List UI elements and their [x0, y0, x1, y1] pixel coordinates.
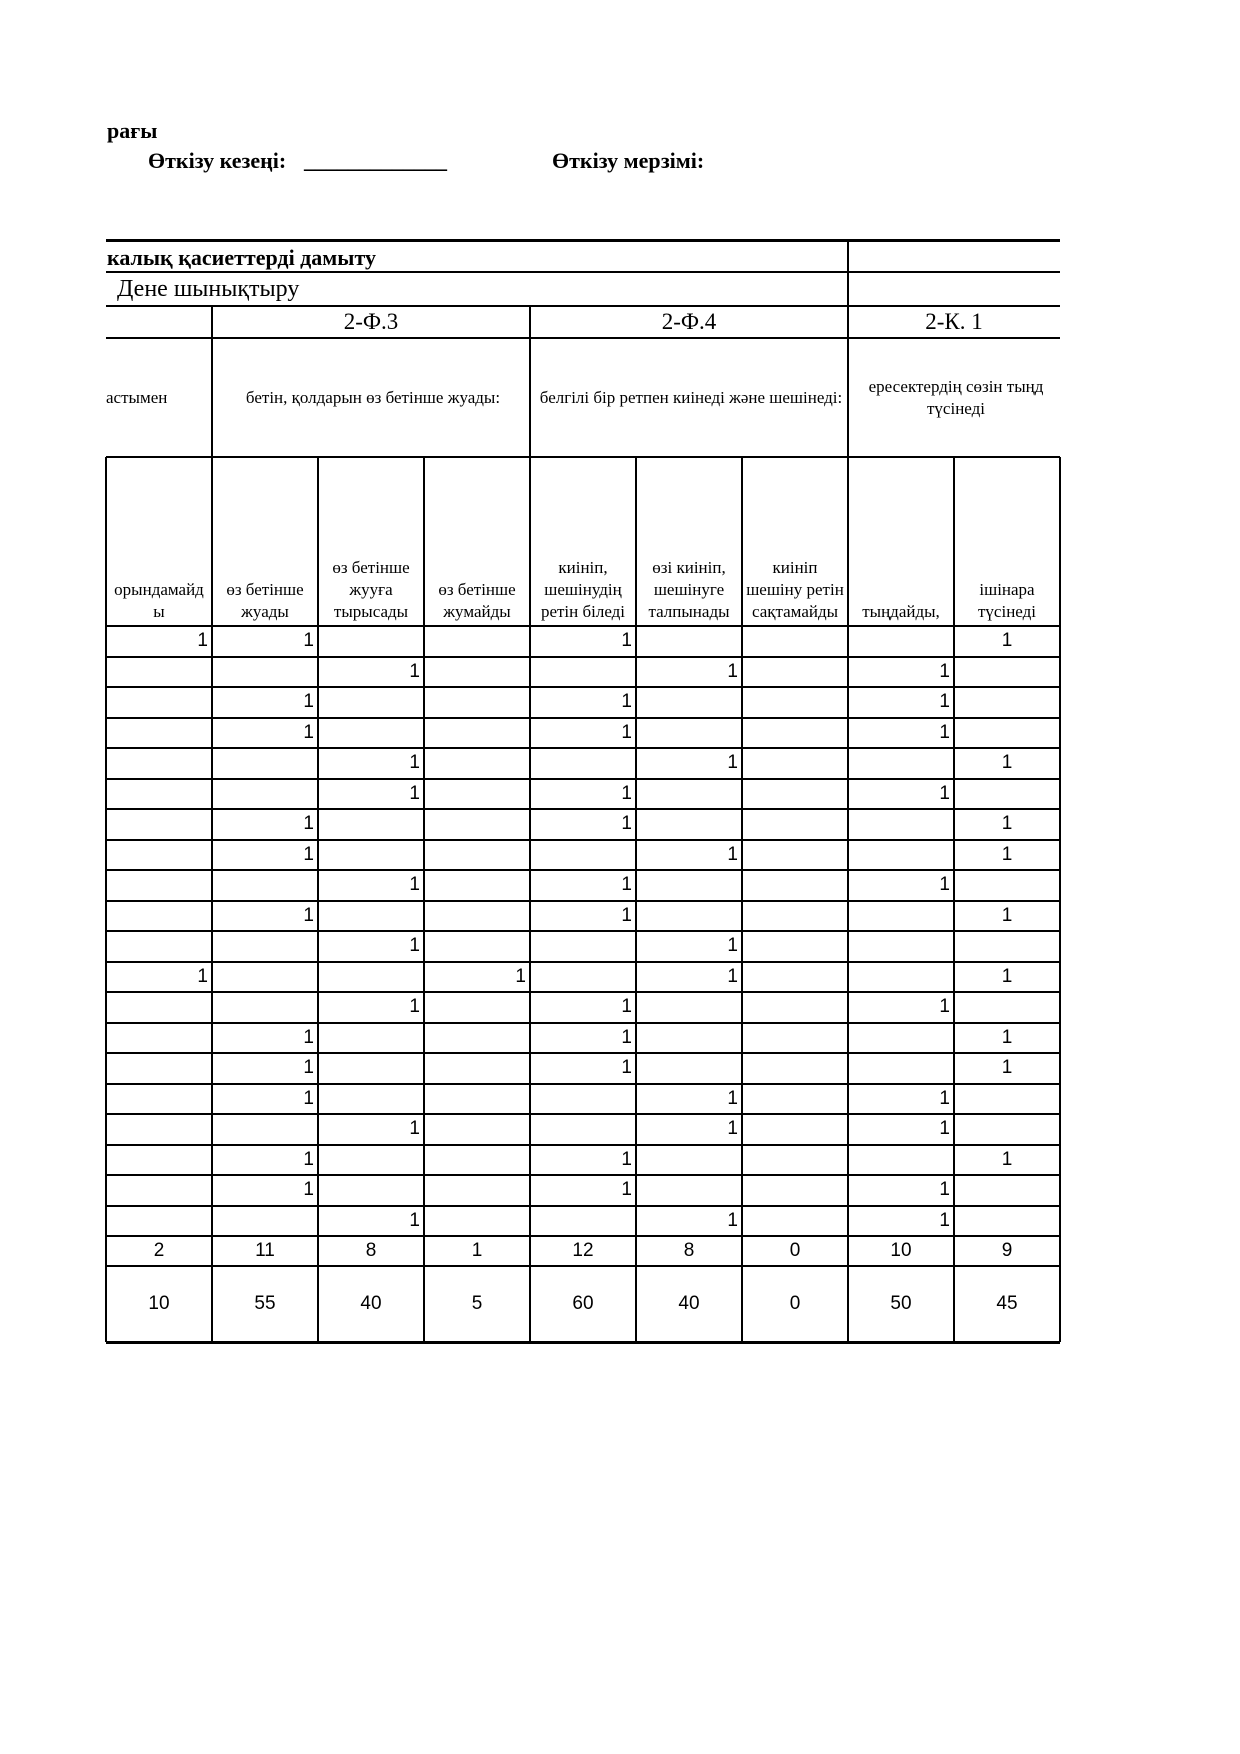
table-cell — [424, 779, 530, 810]
table-cell — [424, 1175, 530, 1206]
table-cell — [742, 748, 848, 779]
table-cell — [106, 1114, 212, 1145]
table-cell — [106, 748, 212, 779]
table-cell — [742, 1206, 848, 1237]
table-cell: 1 — [409, 935, 420, 957]
table-cell — [636, 1175, 742, 1206]
table-cell: 1 — [939, 874, 950, 896]
table-cell — [742, 931, 848, 962]
table-cell — [318, 1023, 424, 1054]
table-cell: 1 — [621, 721, 632, 743]
table-cell — [106, 1175, 212, 1206]
table-cell — [954, 657, 1060, 688]
table-cell: 1 — [939, 1179, 950, 1201]
total-cell: 9 — [1001, 1240, 1013, 1261]
percent-cell: 50 — [890, 1293, 912, 1314]
total-cell: 8 — [365, 1240, 377, 1261]
table-cell — [212, 962, 318, 993]
table-cell — [106, 870, 212, 901]
table-cell — [636, 687, 742, 718]
table-cell: 1 — [727, 965, 738, 987]
table-cell — [424, 687, 530, 718]
partial-description: астымен — [106, 387, 168, 407]
percent-cell: 5 — [471, 1293, 483, 1314]
table-cell — [742, 901, 848, 932]
column-header: киініп шешіну ретін сақтамайды — [746, 558, 844, 621]
table-cell — [212, 657, 318, 688]
table-cell — [212, 931, 318, 962]
total-cell: 11 — [255, 1240, 275, 1261]
table-cell — [954, 992, 1060, 1023]
table-cell — [106, 1206, 212, 1237]
percent-cell: 40 — [360, 1293, 382, 1314]
column-header: өз бетінше жууға тырысады — [332, 558, 410, 621]
table-cell — [318, 1053, 424, 1084]
group-description: ересектердің сөзін тыңд түсінеді — [868, 376, 1044, 418]
table-cell — [636, 626, 742, 657]
table-cell — [742, 1053, 848, 1084]
table-cell — [318, 1145, 424, 1176]
section-title: калық қасиеттерді дамыту — [107, 245, 376, 270]
table-cell — [742, 1145, 848, 1176]
percent-cell: 40 — [678, 1293, 700, 1314]
table-cell: 1 — [621, 874, 632, 896]
table-cell — [848, 1145, 954, 1176]
table-cell — [742, 718, 848, 749]
table-cell — [106, 779, 212, 810]
table-cell: 1 — [939, 1087, 950, 1109]
table-cell: 1 — [727, 1087, 738, 1109]
table-cell: 1 — [621, 782, 632, 804]
table-cell — [424, 748, 530, 779]
table-cell — [318, 718, 424, 749]
table-cell — [742, 1023, 848, 1054]
column-header: орындамайд ы — [114, 580, 204, 621]
table-cell — [954, 779, 1060, 810]
table-cell — [848, 809, 954, 840]
group-description: бетін, қолдарын өз бетінше жуады: — [245, 387, 501, 407]
table-cell — [636, 1023, 742, 1054]
table-cell — [848, 901, 954, 932]
table-cell — [636, 870, 742, 901]
total-cell: 1 — [471, 1240, 483, 1261]
table-cell: 1 — [939, 721, 950, 743]
table-cell: 1 — [621, 996, 632, 1018]
column-header: киініп, шешінудің ретін біледі — [540, 558, 626, 621]
total-cell: 10 — [890, 1240, 912, 1261]
date-label: Өткізу мерзімі: — [552, 148, 705, 173]
table-cell: 1 — [409, 1118, 420, 1140]
table-cell — [848, 1023, 954, 1054]
percent-cell: 55 — [254, 1293, 276, 1314]
table-cell — [424, 1145, 530, 1176]
table-cell: 1 — [939, 996, 950, 1018]
table-cell — [424, 1053, 530, 1084]
table-cell — [212, 1114, 318, 1145]
table-cell — [636, 779, 742, 810]
table-cell — [636, 1053, 742, 1084]
table-cell — [954, 1114, 1060, 1145]
table-cell — [742, 1114, 848, 1145]
table-cell — [530, 931, 636, 962]
table-cell — [954, 687, 1060, 718]
table-cell — [954, 1206, 1060, 1237]
table-cell — [848, 748, 954, 779]
group-code: 2-Ф.4 — [661, 309, 717, 334]
table-cell — [318, 962, 424, 993]
table-cell — [212, 779, 318, 810]
table-cell: 1 — [1001, 904, 1013, 926]
column-header: өз бетінше жуады — [226, 580, 304, 621]
table-cell — [742, 870, 848, 901]
table-cell: 1 — [409, 660, 420, 682]
table-cell — [954, 718, 1060, 749]
table-cell — [106, 657, 212, 688]
table-cell — [636, 901, 742, 932]
percent-cell: 45 — [996, 1293, 1018, 1314]
table-cell: 1 — [409, 752, 420, 774]
table-cell — [742, 687, 848, 718]
table-cell: 1 — [303, 630, 314, 652]
table-cell: 1 — [1001, 1057, 1013, 1079]
table-cell — [212, 1206, 318, 1237]
table-cell: 1 — [621, 1057, 632, 1079]
table-cell — [742, 840, 848, 871]
table-cell: 1 — [1001, 630, 1013, 652]
table-cell: 1 — [303, 1179, 314, 1201]
column-header: өзі киініп, шешінуге талпынады — [648, 558, 730, 621]
grid-line — [106, 239, 1060, 242]
table-cell — [848, 626, 954, 657]
table-cell — [530, 748, 636, 779]
table-cell — [318, 1084, 424, 1115]
table-cell — [424, 870, 530, 901]
table-cell: 1 — [303, 904, 314, 926]
table-cell — [848, 1053, 954, 1084]
table-cell — [424, 657, 530, 688]
table-cell: 1 — [515, 965, 526, 987]
table-cell: 1 — [303, 1026, 314, 1048]
table-cell: 1 — [621, 813, 632, 835]
table-cell — [742, 962, 848, 993]
table-cell — [954, 1175, 1060, 1206]
group-code: 2-Ф.3 — [343, 309, 399, 334]
table-cell: 1 — [621, 1148, 632, 1170]
table-cell — [106, 992, 212, 1023]
table-cell: 1 — [1001, 752, 1013, 774]
total-cell: 2 — [153, 1240, 165, 1261]
table-cell: 1 — [727, 752, 738, 774]
table-cell — [106, 1145, 212, 1176]
table-cell: 1 — [303, 1057, 314, 1079]
percent-cell: 0 — [789, 1293, 801, 1314]
table-cell — [212, 992, 318, 1023]
table-cell: 1 — [727, 843, 738, 865]
table-cell — [424, 626, 530, 657]
column-header: өз бетінше жумайды — [438, 580, 516, 621]
total-cell: 0 — [789, 1240, 801, 1261]
group-description: белгілі бір ретпен киінеді және шешінеді: — [539, 387, 843, 407]
table-cell — [530, 840, 636, 871]
table-cell: 1 — [303, 843, 314, 865]
table-cell — [954, 1084, 1060, 1115]
table-cell — [530, 657, 636, 688]
table-cell: 1 — [621, 904, 632, 926]
table-cell — [742, 1175, 848, 1206]
table-cell — [318, 1175, 424, 1206]
table-cell: 1 — [621, 691, 632, 713]
table-cell: 1 — [939, 1118, 950, 1140]
table-cell: 1 — [939, 691, 950, 713]
table-cell — [424, 718, 530, 749]
table-cell — [106, 901, 212, 932]
table-cell: 1 — [1001, 965, 1013, 987]
table-cell — [424, 840, 530, 871]
table-cell — [318, 626, 424, 657]
table-cell — [636, 992, 742, 1023]
table-cell — [106, 809, 212, 840]
section-subtitle: Дене шынықтыру — [117, 276, 300, 302]
table-cell: 1 — [1001, 843, 1013, 865]
table-cell: 1 — [197, 630, 208, 652]
group-code: 2-К. 1 — [925, 309, 983, 334]
period-label: Өткізу кезеңі: — [148, 148, 287, 173]
table-cell: 1 — [303, 1087, 314, 1109]
period-blank: _____________ — [304, 148, 447, 173]
table-cell — [530, 962, 636, 993]
table-cell — [106, 931, 212, 962]
header-fragment: рағы — [107, 118, 158, 143]
total-cell: 8 — [683, 1240, 695, 1261]
table-cell — [742, 626, 848, 657]
table-cell: 1 — [727, 935, 738, 957]
table-cell — [106, 687, 212, 718]
table-cell: 1 — [409, 996, 420, 1018]
table-cell: 1 — [621, 1179, 632, 1201]
table-cell — [954, 870, 1060, 901]
table-cell — [424, 1114, 530, 1145]
column-header: ішінара түсінеді — [978, 580, 1036, 621]
table-cell — [530, 1084, 636, 1115]
table-cell — [742, 809, 848, 840]
percent-cell: 10 — [148, 1293, 170, 1314]
table-cell: 1 — [939, 1209, 950, 1231]
table-cell: 1 — [303, 691, 314, 713]
table-cell — [318, 901, 424, 932]
table-cell — [424, 1023, 530, 1054]
table-cell — [106, 840, 212, 871]
table-cell — [424, 1206, 530, 1237]
table-cell — [742, 779, 848, 810]
table-cell: 1 — [939, 782, 950, 804]
table-cell — [636, 718, 742, 749]
table-cell: 1 — [939, 660, 950, 682]
table-cell: 1 — [409, 782, 420, 804]
table-cell — [318, 840, 424, 871]
table-cell — [106, 1023, 212, 1054]
table-cell — [848, 962, 954, 993]
table-cell: 1 — [409, 1209, 420, 1231]
table-cell: 1 — [621, 1026, 632, 1048]
table-cell — [742, 1084, 848, 1115]
table-cell — [848, 931, 954, 962]
table-cell: 1 — [303, 813, 314, 835]
table-cell — [954, 931, 1060, 962]
table-cell: 1 — [727, 660, 738, 682]
table-cell: 1 — [409, 874, 420, 896]
table-cell: 1 — [303, 721, 314, 743]
table-cell — [424, 901, 530, 932]
table-cell — [212, 748, 318, 779]
table-cell: 1 — [727, 1209, 738, 1231]
table-cell — [106, 1053, 212, 1084]
table-cell: 1 — [197, 965, 208, 987]
table-cell: 1 — [1001, 1148, 1013, 1170]
table-cell — [212, 870, 318, 901]
table-cell — [530, 1206, 636, 1237]
table-cell — [318, 687, 424, 718]
table-cell: 1 — [1001, 813, 1013, 835]
table-cell — [424, 1084, 530, 1115]
percent-cell: 60 — [572, 1293, 594, 1314]
table-cell — [530, 1114, 636, 1145]
table-cell — [424, 931, 530, 962]
table-cell — [106, 718, 212, 749]
table-cell: 1 — [1001, 1026, 1013, 1048]
table-cell — [742, 992, 848, 1023]
column-header: тыңдайды, — [862, 602, 940, 621]
table-cell — [742, 657, 848, 688]
table-cell — [424, 809, 530, 840]
table-cell: 1 — [303, 1148, 314, 1170]
table-cell — [424, 992, 530, 1023]
table-cell: 1 — [621, 630, 632, 652]
table-cell — [106, 1084, 212, 1115]
table-cell — [636, 809, 742, 840]
table-cell — [318, 809, 424, 840]
total-cell: 12 — [572, 1240, 594, 1261]
grid-line — [106, 271, 1060, 273]
table-cell: 1 — [727, 1118, 738, 1140]
table-cell — [636, 1145, 742, 1176]
table-cell — [848, 840, 954, 871]
